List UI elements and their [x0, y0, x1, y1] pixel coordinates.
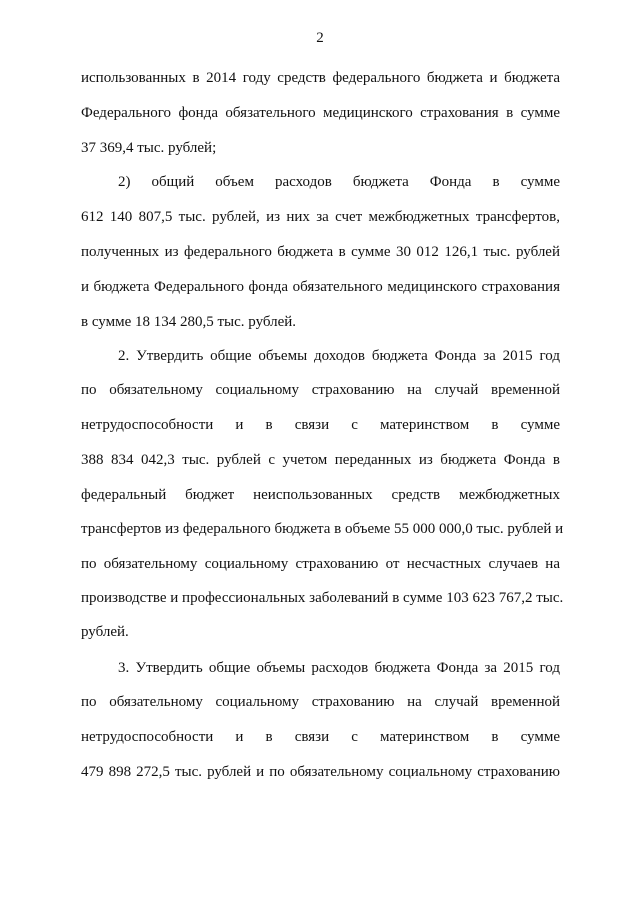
text-line: по обязательному социальному страхованию на случай временной	[81, 694, 560, 710]
text-line: трансфертов из федерального бюджета в объеме 55 000 000,0 тыс. рублей и	[81, 521, 564, 537]
text-line: по обязательному социальному страхованию на случай временной	[81, 382, 560, 398]
text-line: в сумме 18 134 280,5 тыс. рублей.	[81, 314, 297, 330]
text-line: по обязательному социальному страхованию от несчастных случаев на	[81, 556, 560, 572]
text-line: 3. Утвердить общие объемы расходов бюджета Фонда за 2015 год	[118, 660, 560, 676]
text-line: нетрудоспособности и в связи с материнством в сумме	[81, 417, 560, 433]
text-line: рублей.	[81, 624, 129, 640]
text-line: производстве и профессиональных заболеваний в сумме 103 623 767,2 тыс.	[81, 590, 564, 606]
text-line: 2) общий объем расходов бюджета Фонда в сумме	[118, 174, 560, 190]
text-line: федеральный бюджет неиспользованных средств межбюджетных	[81, 487, 560, 503]
text-line: 388 834 042,3 тыс. рублей с учетом переданных из бюджета Фонда в	[81, 452, 560, 468]
text-line: Федерального фонда обязательного медицинского страхования в сумме	[81, 105, 560, 121]
text-line: полученных из федерального бюджета в сумме 30 012 126,1 тыс. рублей	[81, 244, 560, 260]
text-line: 612 140 807,5 тыс. рублей, из них за счет межбюджетных трансфертов,	[81, 209, 560, 225]
text-line: 37 369,4 тыс. рублей;	[81, 140, 217, 156]
text-line: и бюджета Федерального фонда обязательного медицинского страхования	[81, 279, 560, 295]
page-number: 2	[316, 30, 324, 46]
text-line: использованных в 2014 году средств федерального бюджета и бюджета	[81, 70, 560, 86]
text-line: 2. Утвердить общие объемы доходов бюджета Фонда за 2015 год	[118, 348, 560, 364]
text-line: 479 898 272,5 тыс. рублей и по обязательному социальному страхованию	[81, 764, 560, 780]
text-line: нетрудоспособности и в связи с материнством в сумме	[81, 729, 560, 745]
